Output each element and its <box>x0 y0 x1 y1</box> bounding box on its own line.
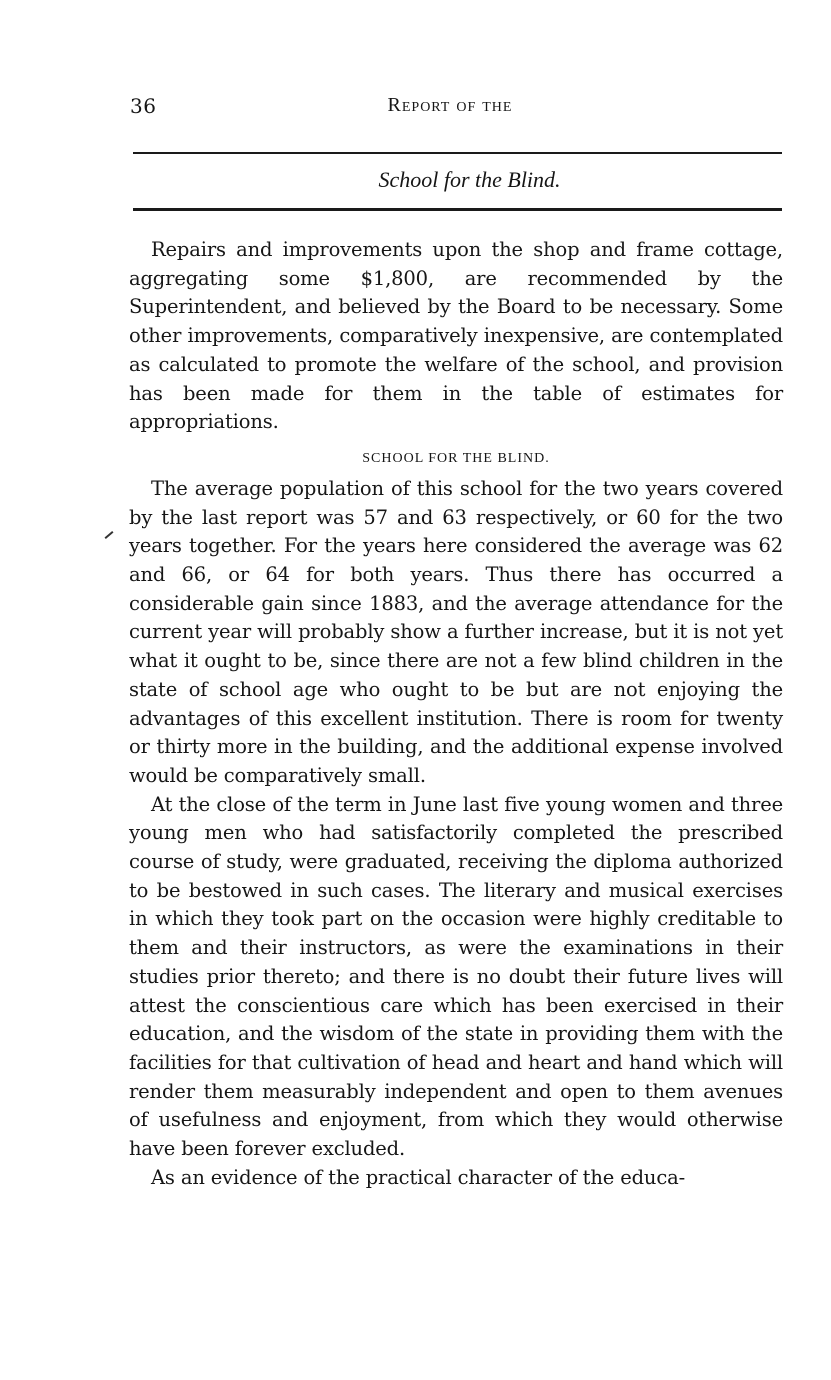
body-text <box>129 236 783 1193</box>
paragraph-repairs: Repairs and improvements upon the shop and frame cottage, aggregating some $1,800, are recommended by the Superintendent, and believed by the Board to be necessary. Some other improvements, comparatively inexpensive, are contemplated as calculated to promote the welfare of the school, and provision has been made for them in the table of estimates for appropriations. <box>129 238 783 434</box>
page-number: 36 <box>130 94 157 118</box>
section-title: School for the Blind. <box>378 167 561 192</box>
margin-mark <box>105 531 114 539</box>
paragraph-evidence: As an evidence of the practical character of the educa- <box>151 1165 686 1189</box>
header-rule-bottom <box>133 208 782 211</box>
header-rule-top <box>133 152 782 154</box>
subheading-school-for-the-blind: SCHOOL FOR THE BLIND. <box>362 450 550 466</box>
paragraph-average-population: The average population of this school for the two years covered by the last report was 57 and 63 respectively, or 60 for the two years together. For the years here considered the average was 62 and 66, or 64 for both years. Thus there has occurred a considerable gain since 1883, and the average attendance for the current year will probably show a further increase, but it is not yet what it ought to be, since there are not a few blind children in the state of school age who ought to be but are not enjoying the advantages of this excellent institution. There is room for twenty or thirty more in the building, and the additional expense involved would be comparatively small. <box>129 476 783 787</box>
paragraph-graduation: At the close of the term in June last five young women and three young men who had satisfactorily completed the prescribed course of study, were graduated, receiving the diploma authorized to be bestowed in such cases. The literary and musical exercises in which they took part on the occasion were highly creditable to them and their instructors, as were the examinations in their studies prior thereto; and there is no doubt their future lives will attest the conscientious care which has been exercised in their education, and the wisdom of the state in providing them with the facilities for that cultivation of head and heart and hand which will render them measurably independent and open to them avenues of usefulness and enjoyment, from which they would otherwise have been forever excluded. <box>129 792 783 1161</box>
running-title: Report of the <box>387 94 513 116</box>
